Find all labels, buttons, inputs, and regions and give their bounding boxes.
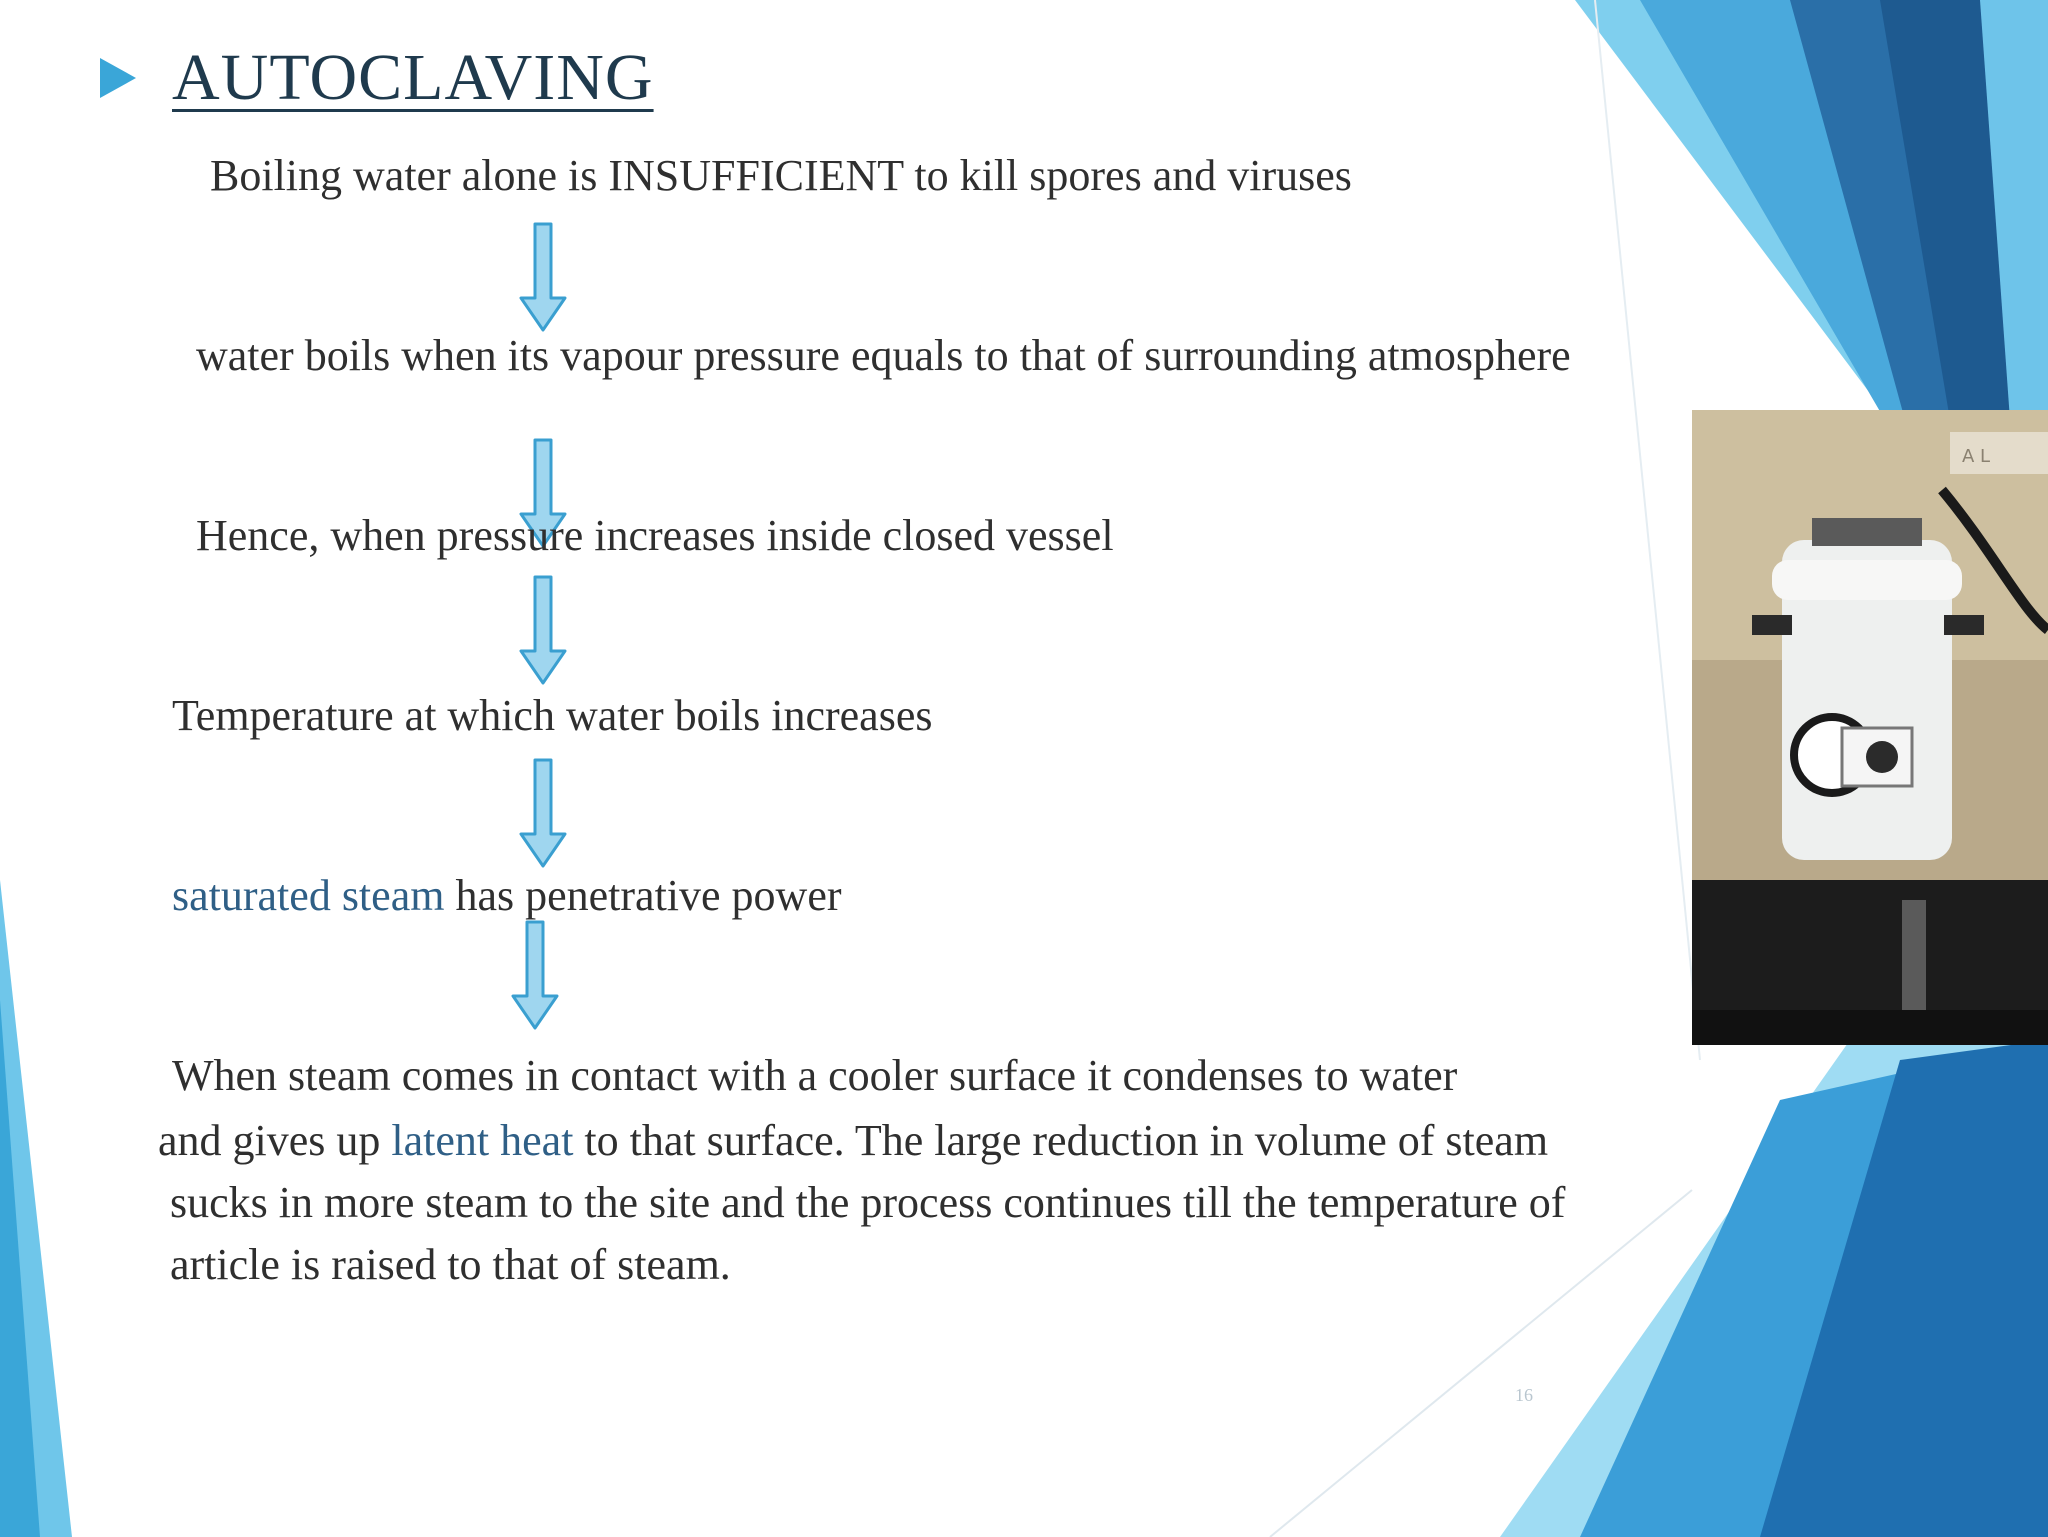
triangle-bullet-icon: [100, 58, 136, 98]
highlight-text: saturated steam: [172, 871, 445, 920]
explanation-paragraph: [158, 1110, 1565, 1296]
title-row: [100, 40, 654, 116]
flow-step-4: Temperature at which water boils increases: [172, 691, 933, 740]
paragraph-line-2: sucks in more steam to the site and the process continues till the temperature of: [170, 1178, 1566, 1227]
page-number: 16: [1515, 1385, 1533, 1405]
down-arrow-icon: [518, 758, 568, 870]
flow-step-2: water boils when its vapour pressure equals to that of surrounding atmosphere: [196, 331, 1571, 380]
flow-step-5: [172, 870, 842, 921]
paragraph-text: and gives up: [158, 1116, 392, 1165]
slide-title: AUTOCLAVING: [172, 41, 654, 114]
down-arrow-icon: [518, 575, 568, 687]
flow-step-6: When steam comes in contact with a cooler surface it condenses to water: [172, 1051, 1458, 1100]
down-arrow-icon: [518, 222, 568, 334]
paragraph-line-1: [158, 1110, 1565, 1172]
paragraph-text: to that surface. The large reduction in volume of steam: [573, 1116, 1549, 1165]
paragraph-line-3: article is raised to that of steam.: [170, 1240, 731, 1289]
wall-switch-label: A L: [1962, 446, 1991, 467]
down-arrow-icon: [510, 920, 560, 1032]
flow-step-3: Hence, when pressure increases inside closed vessel: [196, 511, 1114, 560]
step-5-text: has penetrative power: [444, 871, 842, 920]
highlight-text: latent heat: [391, 1116, 574, 1165]
flow-step-1: Boiling water alone is INSUFFICIENT to kill spores and viruses: [210, 151, 1352, 200]
autoclave-photo: [1692, 410, 2048, 1045]
